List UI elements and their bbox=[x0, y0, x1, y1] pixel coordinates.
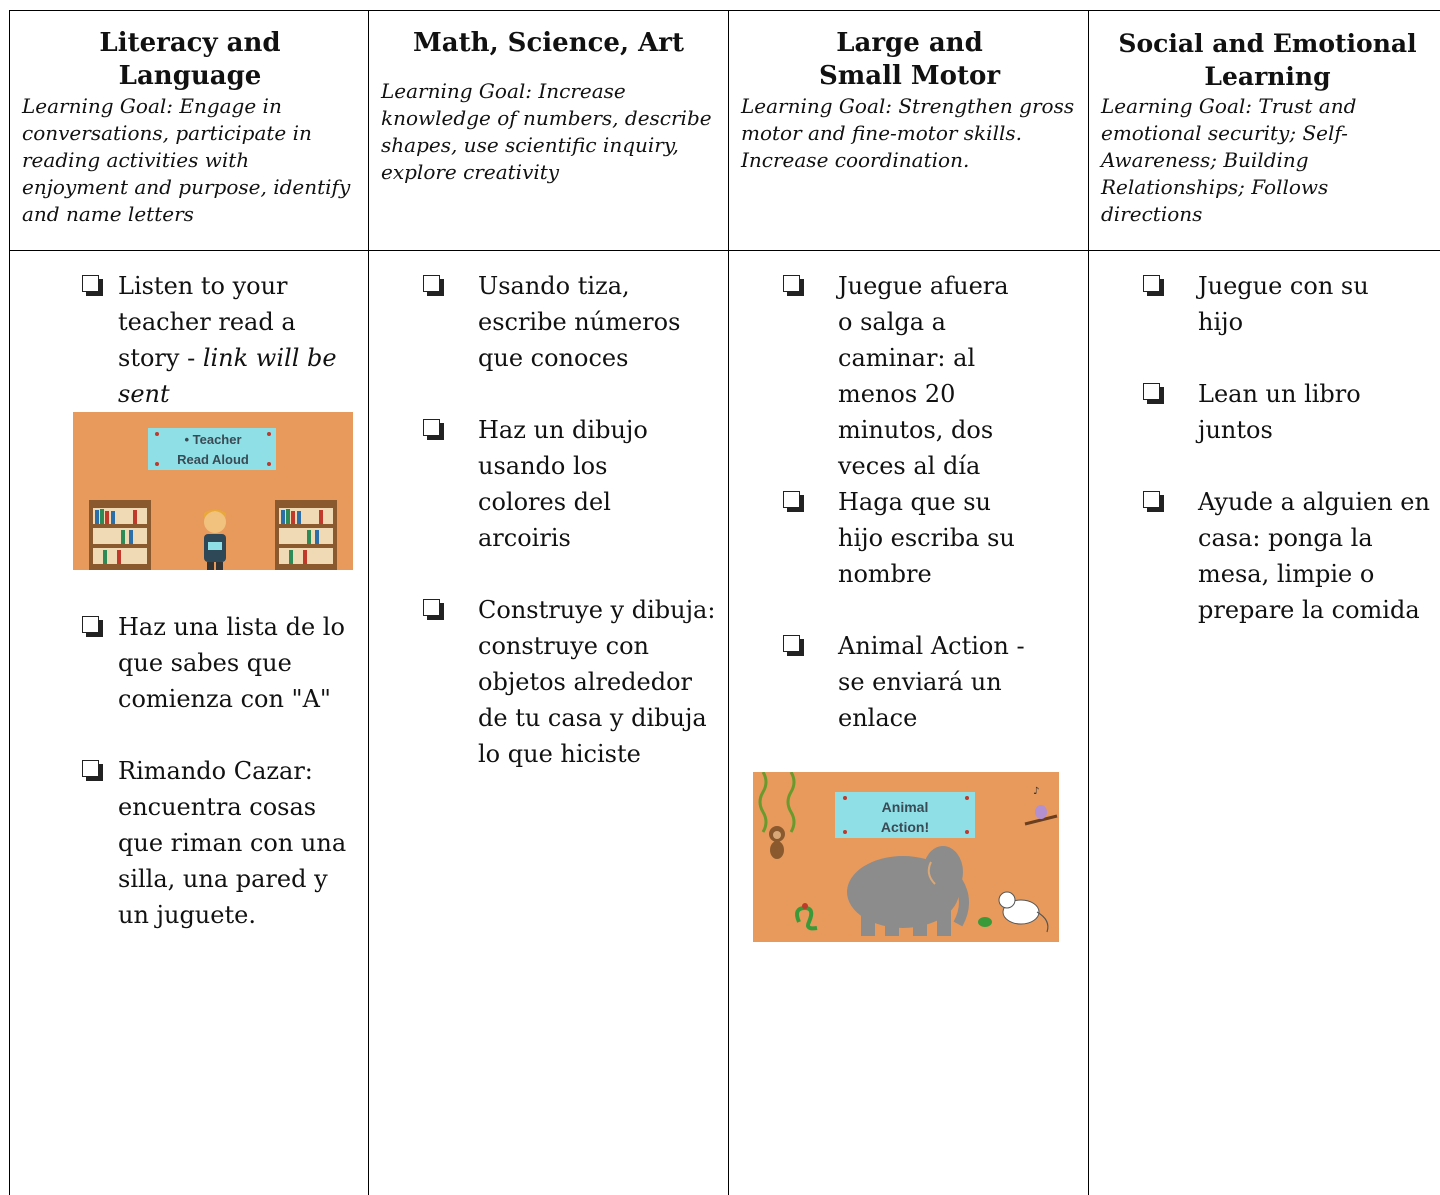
checklist-item bbox=[783, 628, 1083, 736]
header-social bbox=[1089, 11, 1440, 228]
column-title: Math, Science, Art bbox=[413, 28, 684, 58]
checklist-item bbox=[1143, 376, 1435, 448]
checklist-item bbox=[423, 592, 719, 772]
item-text: Haz un dibujo usando los colores del arcoiris bbox=[478, 416, 648, 552]
checklist-item bbox=[423, 412, 719, 556]
item-text: Construye y dibuja: construye con objetos alrededor de tu casa y dibuja lo que hiciste bbox=[478, 596, 716, 768]
checkbox-icon[interactable] bbox=[423, 419, 440, 436]
checkbox-icon[interactable] bbox=[783, 491, 800, 508]
checklist-item bbox=[1143, 268, 1435, 340]
animal-action-thumbnail[interactable] bbox=[753, 772, 1059, 942]
item-text: Rimando Cazar: encuentra cosas que riman con una silla, una pared y un juguete. bbox=[118, 757, 347, 929]
header-math bbox=[369, 11, 728, 186]
checklist-item bbox=[783, 268, 1083, 484]
checklist-item bbox=[82, 268, 362, 412]
item-text: Haz una lista de lo que sabes que comienza con "A" bbox=[118, 613, 345, 713]
column-title: Social and Emotional Learning bbox=[1118, 29, 1417, 91]
learning-goal: Learning Goal: Engage in conversations, participate in reading activities with enjoyment and purpose, identify and name letters bbox=[22, 94, 351, 226]
learning-goal: Learning Goal: Strengthen gross motor and fine-motor skills. Increase coordination. bbox=[741, 94, 1075, 172]
checklist-item bbox=[423, 268, 719, 376]
item-text: Haga que su hijo escriba su nombre bbox=[838, 488, 1015, 588]
item-text: Animal Action - se enviará un enlace bbox=[838, 632, 1025, 732]
item-text: Ayude a alguien en casa: ponga la mesa, limpie o prepare la comida bbox=[1198, 488, 1430, 624]
item-text: Usando tiza, escribe números que conoces bbox=[478, 272, 681, 372]
header-motor bbox=[729, 11, 1088, 174]
checkbox-icon[interactable] bbox=[783, 275, 800, 292]
checkbox-icon[interactable] bbox=[82, 760, 99, 777]
checklist-item bbox=[783, 484, 1083, 592]
learning-goal: Learning Goal: Increase knowledge of numbers, describe shapes, use scientific inquiry, explore creativity bbox=[381, 79, 712, 184]
checkbox-icon[interactable] bbox=[423, 599, 440, 616]
checklist-item bbox=[82, 753, 362, 933]
column-title: Large and Small Motor bbox=[818, 28, 1001, 91]
checkbox-icon[interactable] bbox=[82, 616, 99, 633]
thumb-label-1: • Teacher bbox=[184, 432, 242, 447]
item-text: Listen to your teacher read a story - bbox=[118, 272, 296, 372]
item-text: Juegue afuera o salga a caminar: al menos 20 minutos, dos veces al día bbox=[838, 272, 1009, 480]
item-text: Juegue con su hijo bbox=[1198, 272, 1369, 336]
checkbox-icon[interactable] bbox=[423, 275, 440, 292]
checklist-item bbox=[82, 609, 362, 717]
header-literacy bbox=[10, 11, 368, 228]
column-title: Literacy and Language bbox=[99, 28, 281, 91]
thumb-label-2: Read Aloud bbox=[177, 452, 249, 467]
teacher-read-aloud-thumbnail[interactable] bbox=[73, 412, 353, 570]
checkbox-icon[interactable] bbox=[1143, 491, 1160, 508]
checkbox-icon[interactable] bbox=[1143, 383, 1160, 400]
thumb-label-2: Action! bbox=[880, 819, 930, 835]
item-text: Lean un libro juntos bbox=[1198, 380, 1361, 444]
column-divider-1 bbox=[368, 10, 369, 1195]
header-divider bbox=[9, 250, 1440, 251]
checklist-item bbox=[1143, 484, 1439, 628]
checkbox-icon[interactable] bbox=[1143, 275, 1160, 292]
checkbox-icon[interactable] bbox=[82, 275, 99, 292]
svg-text:♪: ♪ bbox=[1033, 786, 1040, 797]
thumb-label-1: Animal bbox=[881, 799, 929, 815]
item-emphasis: link will be sent bbox=[118, 344, 337, 408]
learning-goal: Learning Goal: Trust and emotional security; Self-Awareness; Building Relationships; Follows directions bbox=[1101, 94, 1357, 226]
checkbox-icon[interactable] bbox=[783, 635, 800, 652]
column-divider-2 bbox=[728, 10, 729, 1195]
